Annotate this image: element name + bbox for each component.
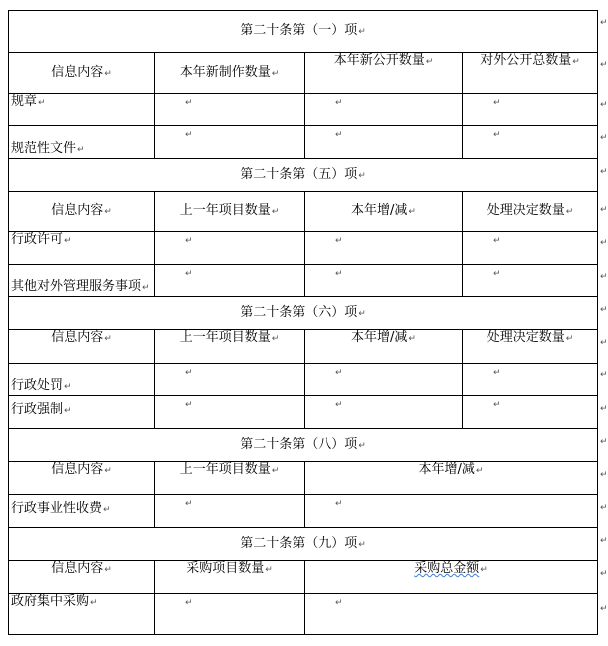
row-end-mark: ↵ xyxy=(600,167,608,177)
row-end-mark: ↵ xyxy=(600,18,608,28)
row-end-mark: ↵ xyxy=(600,604,608,614)
row-label: 规章↵ xyxy=(9,94,155,126)
header-row xyxy=(9,192,598,232)
row-label: 政府集中采购↵ xyxy=(9,594,155,635)
row-end-mark: ↵ xyxy=(600,305,608,315)
empty-cell: ↵ xyxy=(305,232,463,265)
section-title: 第二十条第（八）项↵ xyxy=(9,429,598,462)
empty-cell: ↵ xyxy=(155,265,305,297)
header-cell: 本年增/减↵ xyxy=(305,462,598,495)
section-title: 第二十条第（六）项↵ xyxy=(9,297,598,330)
section-title-row xyxy=(9,297,598,330)
row-end-mark: ↵ xyxy=(600,370,608,380)
row-end-mark: ↵ xyxy=(600,272,608,282)
header-cell: 信息内容↵ xyxy=(9,561,155,594)
table-row xyxy=(9,364,598,396)
empty-cell: ↵ xyxy=(155,594,305,635)
row-end-mark: ↵ xyxy=(600,536,608,546)
row-end-mark: ↵ xyxy=(600,404,608,414)
empty-cell: ↵ xyxy=(305,495,598,528)
row-label: 行政事业性收费↵ xyxy=(9,495,155,528)
row-label: 规范性文件↵ xyxy=(9,126,155,159)
row-end-mark: ↵ xyxy=(600,60,608,70)
empty-cell: ↵ xyxy=(305,265,463,297)
header-cell: 信息内容↵ xyxy=(9,462,155,495)
row-end-mark: ↵ xyxy=(600,205,608,215)
section-title-row xyxy=(9,528,598,561)
section-title-row xyxy=(9,159,598,192)
row-end-mark: ↵ xyxy=(600,100,608,110)
row-label: 行政许可↵ xyxy=(9,232,155,265)
header-cell: 本年增/减↵ xyxy=(305,330,463,364)
row-end-mark: ↵ xyxy=(600,569,608,579)
section-title: 第二十条第（一）项↵ xyxy=(9,11,598,53)
empty-cell: ↵ xyxy=(155,232,305,265)
empty-cell: ↵ xyxy=(463,232,598,265)
row-end-mark: ↵ xyxy=(600,238,608,248)
header-cell: 处理决定数量↵ xyxy=(463,192,598,232)
header-cell: 上一年项目数量↵ xyxy=(155,192,305,232)
header-cell: 本年新制作数量↵ xyxy=(155,53,305,94)
table-row xyxy=(9,94,598,126)
row-end-mark: ↵ xyxy=(600,133,608,143)
row-label: 行政强制↵ xyxy=(9,396,155,429)
header-cell: 信息内容↵ xyxy=(9,192,155,232)
header-cell: 本年增/减↵ xyxy=(305,192,463,232)
empty-cell: ↵ xyxy=(305,594,598,635)
row-label: 行政处罚↵ xyxy=(9,364,155,396)
header-cell: 处理决定数量↵ xyxy=(463,330,598,364)
empty-cell: ↵ xyxy=(463,364,598,396)
table-row xyxy=(9,126,598,159)
header-row xyxy=(9,330,598,364)
header-cell: 信息内容↵ xyxy=(9,330,155,364)
table-row xyxy=(9,232,598,265)
row-end-mark: ↵ xyxy=(600,338,608,348)
header-cell: 信息内容↵ xyxy=(9,53,155,94)
header-row xyxy=(9,462,598,495)
empty-cell: ↵ xyxy=(463,94,598,126)
table-row xyxy=(9,396,598,429)
row-end-mark: ↵ xyxy=(600,503,608,513)
empty-cell: ↵ xyxy=(305,94,463,126)
empty-cell: ↵ xyxy=(305,126,463,159)
header-cell: 本年新公开数量↵ xyxy=(305,53,463,94)
header-row xyxy=(9,53,598,94)
empty-cell: ↵ xyxy=(155,126,305,159)
empty-cell: ↵ xyxy=(305,396,463,429)
empty-cell: ↵ xyxy=(155,364,305,396)
table-row xyxy=(9,594,598,635)
table-row xyxy=(9,265,598,297)
empty-cell: ↵ xyxy=(305,364,463,396)
row-end-mark: ↵ xyxy=(600,470,608,480)
empty-cell: ↵ xyxy=(463,265,598,297)
header-row xyxy=(9,561,598,594)
empty-cell: ↵ xyxy=(463,126,598,159)
table-row xyxy=(9,495,598,528)
section-title-row xyxy=(9,429,598,462)
empty-cell: ↵ xyxy=(155,396,305,429)
empty-cell: ↵ xyxy=(155,94,305,126)
section-title-row xyxy=(9,11,598,53)
section-title: 第二十条第（五）项↵ xyxy=(9,159,598,192)
header-cell: 采购项目数量↵ xyxy=(155,561,305,594)
header-cell: 上一年项目数量↵ xyxy=(155,462,305,495)
row-label: 其他对外管理服务事项↵ xyxy=(9,265,155,297)
row-end-mark: ↵ xyxy=(600,437,608,447)
empty-cell: ↵ xyxy=(463,396,598,429)
header-cell: 采购总金额↵ xyxy=(305,561,598,594)
header-cell: 对外公开总数量↵ xyxy=(463,53,598,94)
section-title: 第二十条第（九）项↵ xyxy=(9,528,598,561)
disclosure-table xyxy=(8,10,598,635)
empty-cell: ↵ xyxy=(155,495,305,528)
header-cell: 上一年项目数量↵ xyxy=(155,330,305,364)
